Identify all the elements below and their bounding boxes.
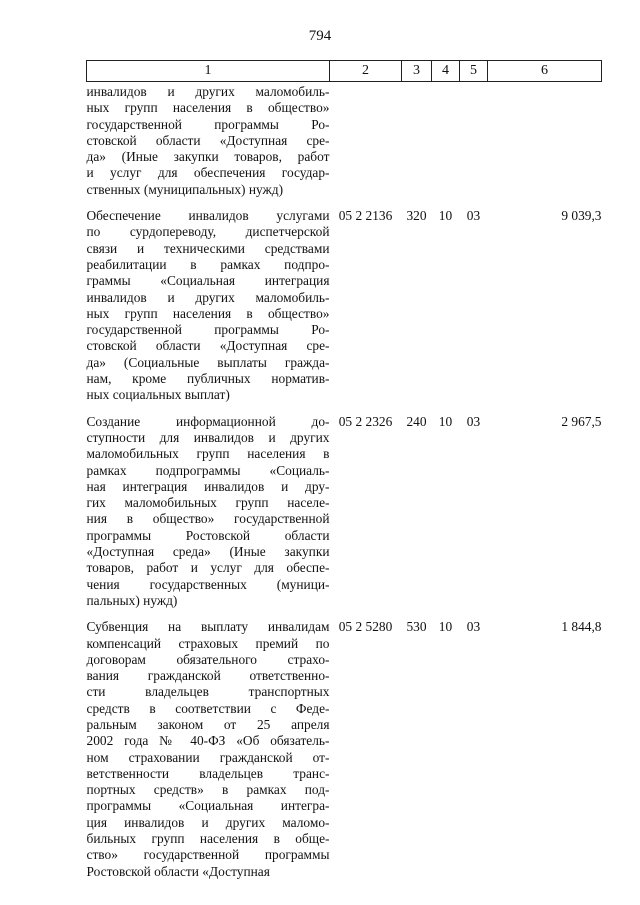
description-line: стовской области «Доступная сре- (86, 132, 330, 148)
row-spacer (87, 609, 602, 619)
description-line: да» (Социальные выплаты гражда- (86, 354, 330, 370)
amount-value: 9 039,3 (561, 208, 602, 224)
description-line: бильных групп населения в обще- (86, 831, 330, 847)
description-line: связи и техническими средствами (86, 240, 330, 256)
expense-type-code: 320 (406, 208, 427, 224)
expense-type-code (402, 82, 432, 199)
subsection-code: 03 (466, 619, 481, 635)
description-line: договорам обязательного страхо- (86, 651, 330, 667)
description-line: Ростовской области «Доступная (86, 863, 270, 879)
subsection-code: 03 (466, 413, 481, 429)
description-line: сти владельцев транспортных (86, 684, 330, 700)
target-article-code: 05 2 5280 (338, 619, 393, 635)
description-line: ция инвалидов и других маломо- (86, 814, 330, 830)
description-line: по сурдопереводу, диспетчерской (86, 224, 330, 240)
budget-table (86, 60, 602, 880)
table-header-row (87, 61, 602, 82)
description-line: ветственности владельцев транс- (86, 765, 330, 781)
description-line: ная интеграция инвалидов и дру- (86, 478, 330, 494)
row-description (87, 82, 330, 199)
description-line: реабилитации в рамках подпро- (86, 256, 330, 272)
section-code (432, 82, 460, 199)
subsection-code: 03 (466, 208, 481, 224)
description-line: Создание информационной до- (86, 413, 330, 429)
description-line: и услуг для обеспечения государ- (86, 165, 330, 181)
expense-type-code: 240 (406, 413, 427, 429)
description-line: маломобильных групп населения в (86, 446, 330, 462)
row-description (87, 208, 330, 404)
amount-value (488, 82, 602, 199)
description-line: рамках подпрограммы «Социаль- (86, 462, 330, 478)
subsection-code (460, 82, 488, 199)
description-line: программы «Социальная интегра- (86, 798, 330, 814)
description-line: вания гражданской ответственно- (86, 668, 330, 684)
description-line: ственных (муниципальных) нужд) (86, 181, 284, 197)
description-line: гих маломобильных групп населе- (86, 495, 330, 511)
table-row (87, 619, 602, 880)
description-line: государственной программы Ро- (86, 116, 330, 132)
description-line: ство» государственной программы (86, 847, 330, 863)
description-line: государственной программы Ро- (86, 322, 330, 338)
table-row (87, 414, 602, 610)
description-line: да» (Иные закупки товаров, работ (86, 149, 330, 165)
column-header-2: 2 (330, 61, 402, 82)
description-line: пальных) нужд) (86, 592, 178, 608)
description-line: граммы «Социальная интеграция (86, 273, 330, 289)
target-article-code: 05 2 2136 (338, 208, 393, 224)
description-line: ном страховании гражданской от- (86, 749, 330, 765)
section-code: 10 (438, 208, 453, 224)
description-line: ступности для инвалидов и других (86, 429, 330, 445)
page-number: 794 (308, 28, 332, 44)
amount-value: 1 844,8 (561, 619, 602, 635)
row-spacer (87, 198, 602, 208)
column-header-3: 3 (402, 61, 432, 82)
description-line: ральным законом от 25 апреля (86, 716, 330, 732)
description-line: инвалидов и других маломобиль- (86, 84, 330, 99)
target-article-code (330, 82, 402, 199)
target-article-code: 05 2 2326 (338, 413, 393, 429)
column-header-4: 4 (432, 61, 460, 82)
description-line: Обеспечение инвалидов услугами (86, 208, 330, 224)
description-line: компенсаций страховых премий по (86, 635, 330, 651)
description-line: программы Ростовской области (86, 527, 330, 543)
description-line: средств в соответствии с Феде- (86, 700, 330, 716)
amount-value: 2 967,5 (561, 413, 602, 429)
description-line: ных групп населения в общество» (86, 100, 330, 116)
description-line: Субвенция на выплату инвалидам (86, 619, 330, 635)
description-line: портных средств» в рамках под- (86, 782, 330, 798)
table-row (87, 208, 602, 404)
row-description (87, 414, 330, 610)
table-row (87, 82, 602, 199)
column-header-5: 5 (460, 61, 488, 82)
description-line: стовской области «Доступная сре- (86, 338, 330, 354)
column-header-1: 1 (87, 61, 330, 82)
description-line: ных групп населения в общество» (86, 305, 330, 321)
description-line: инвалидов и других маломобиль- (86, 289, 330, 305)
description-line: товаров, работ и услуг для обеспе- (86, 560, 330, 576)
description-line: ния в общество» государственной (86, 511, 330, 527)
row-spacer (87, 404, 602, 414)
column-header-6: 6 (488, 61, 602, 82)
section-code: 10 (438, 619, 453, 635)
description-line: нам, кроме публичных норматив- (86, 371, 330, 387)
table-body (87, 82, 602, 880)
row-description (87, 619, 330, 880)
description-line: «Доступная среда» (Иные закупки (86, 544, 330, 560)
description-line: ных социальных выплат) (86, 387, 230, 403)
expense-type-code: 530 (406, 619, 427, 635)
section-code: 10 (438, 413, 453, 429)
description-line: чения государственных (муници- (86, 576, 330, 592)
description-line: 2002 года № 40-ФЗ «Об обязатель- (86, 733, 330, 749)
